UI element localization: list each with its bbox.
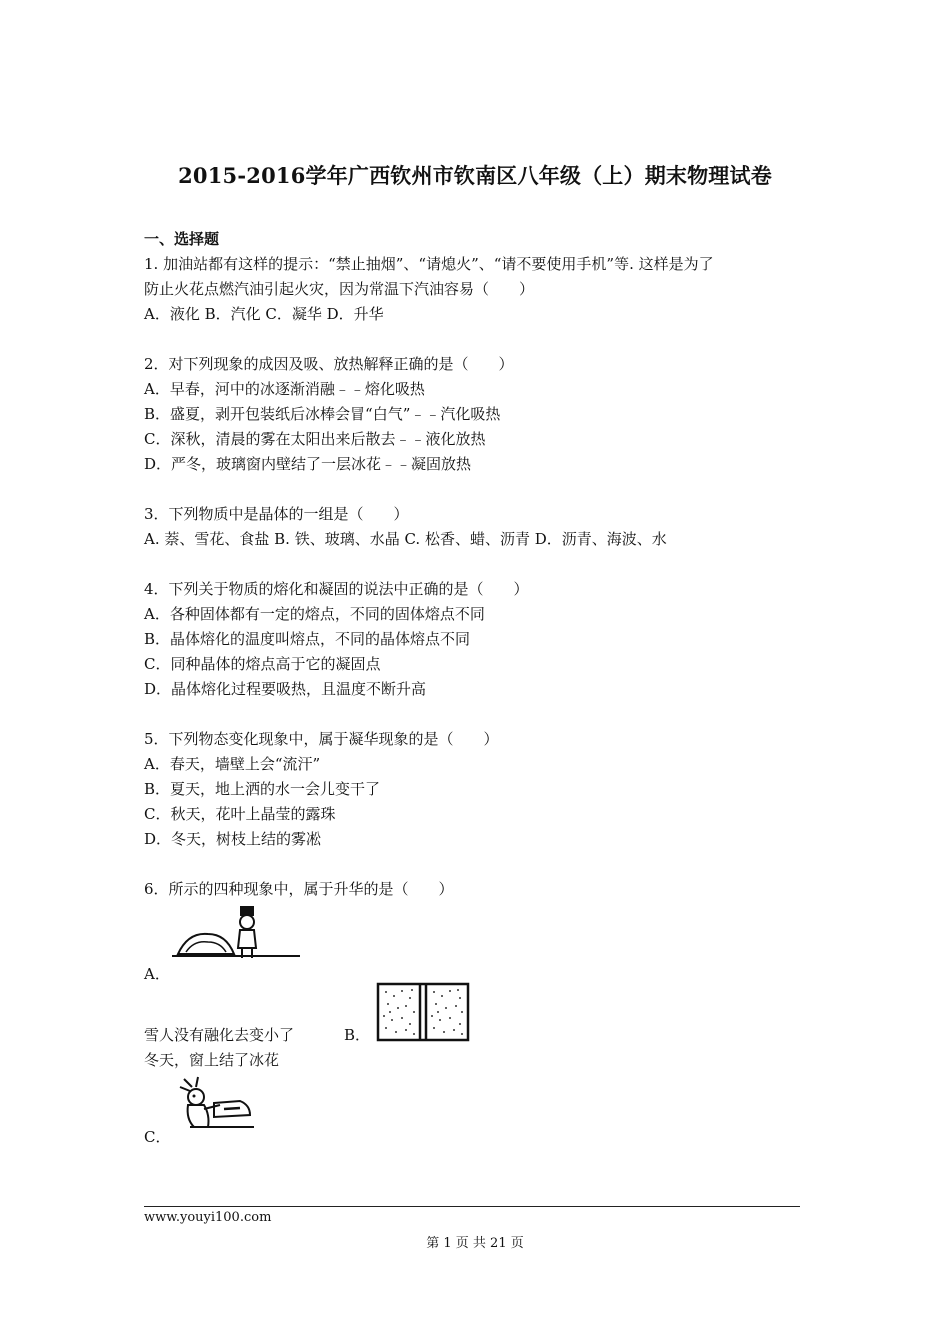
- question-stem: 5．下列物态变化现象中，属于凝华现象的是（ ）: [144, 730, 499, 748]
- answer-options: A．液化 B．汽化 C．凝华 D．升华: [144, 305, 384, 323]
- option-c: C．秋天，花叶上晶莹的露珠: [144, 805, 336, 823]
- option-c: C．深秋，清晨的雾在太阳出来后散去﹣﹣液化放热: [144, 430, 486, 448]
- option-c-figure-row: [144, 1073, 810, 1153]
- option-a-label: A．: [144, 965, 170, 983]
- page-title: 2015-2016学年广西钦州市钦南区八年级（上）期末物理试卷: [178, 163, 772, 188]
- ironing-figure-icon: [174, 1075, 258, 1135]
- question-2: [144, 352, 810, 477]
- footer-divider: [144, 1206, 800, 1207]
- snowman-figure-icon: [168, 902, 308, 964]
- frosted-window-icon: [376, 982, 470, 1042]
- option-a: A．各种固体都有一定的熔点，不同的固体熔点不同: [144, 605, 485, 623]
- question-stem: 6．所示的四种现象中，属于升华的是（ ）: [144, 880, 454, 898]
- option-c-label: C．: [144, 1128, 171, 1146]
- option-c: C．同种晶体的熔点高于它的凝固点: [144, 655, 381, 673]
- option-b: B．夏天，地上洒的水一会儿变干了: [144, 780, 381, 798]
- option-a: A．早春，河中的冰逐渐消融﹣﹣熔化吸热: [144, 380, 425, 398]
- section-heading: 一、选择题: [144, 230, 220, 248]
- question-4: [144, 577, 810, 702]
- footer-url: www.youyi100.com: [144, 1210, 272, 1225]
- option-b: B．晶体熔化的温度叫熔点，不同的晶体熔点不同: [144, 630, 471, 648]
- question-1: [144, 252, 810, 327]
- question-line: 1. 加油站都有这样的提示：“禁止抽烟”、“请熄火”、“请不要使用手机”等. 这样是为了: [144, 255, 714, 273]
- answer-options: A. 萘、雪花、食盐 B. 铁、玻璃、水晶 C. 松香、蜡、沥青 D．沥青、海波、水: [144, 530, 667, 548]
- page-number: 第 1 页 共 21 页: [426, 1236, 524, 1251]
- question-stem: 2．对下列现象的成因及吸、放热解释正确的是（ ）: [144, 355, 514, 373]
- question-stem: 4．下列关于物质的熔化和凝固的说法中正确的是（ ）: [144, 580, 529, 598]
- option-b-caption: 冬天，窗上结了冰花: [144, 1051, 280, 1069]
- option-b-figure-row: [144, 982, 810, 1048]
- option-d: D．严冬，玻璃窗内壁结了一层冰花﹣﹣凝固放热: [144, 455, 472, 473]
- option-d: D．冬天，树枝上结的雾凇: [144, 830, 322, 848]
- question-stem: 3．下列物质中是晶体的一组是（ ）: [144, 505, 409, 523]
- question-line: 防止火花点燃汽油引起火灾，因为常温下汽油容易（ ）: [144, 280, 535, 298]
- option-b: B．盛夏，剥开包装纸后冰棒会冒“白气”﹣﹣汽化吸热: [144, 405, 501, 423]
- question-3: [144, 502, 810, 552]
- option-a-caption: 雪人没有融化去变小了: [144, 1026, 295, 1044]
- option-a-figure-row: [144, 902, 810, 982]
- option-b-label: B．: [344, 1026, 371, 1044]
- option-d: D．晶体熔化过程要吸热，且温度不断升高: [144, 680, 427, 698]
- question-5: [144, 727, 810, 852]
- option-a: A．春天，墙壁上会“流汗”: [144, 755, 321, 773]
- question-6: [144, 877, 810, 1153]
- exam-content: [144, 227, 810, 1153]
